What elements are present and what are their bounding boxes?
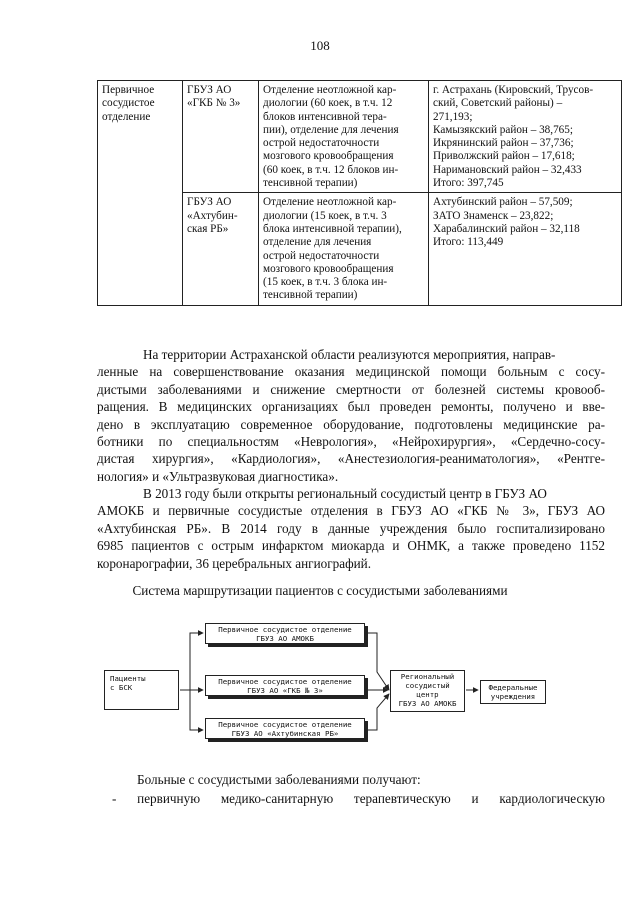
paragraph-line: На территории Астраханской области реализуются мероприятия, направ- (143, 347, 556, 362)
box-line: Региональный (400, 672, 455, 681)
box-line: центр (416, 690, 439, 699)
cell-line: Наримановский район – 32,433 (433, 163, 582, 176)
cell-line: мозгового кровообращения (263, 150, 394, 163)
box-line: Первичное сосудистое отделение (218, 625, 352, 634)
hospitals-table (97, 80, 622, 306)
cell-line: ГБУЗ АО (187, 196, 232, 209)
diagram-title: Система маршрутизации пациентов с сосудистыми заболеваниями (132, 583, 508, 598)
box-line: ГБУЗ АО АМОКБ (256, 634, 314, 643)
cell-line: острой недостаточности (263, 249, 380, 262)
cell-line: острой недостаточности (263, 137, 380, 150)
regional-center-box (390, 670, 465, 712)
paragraph-line: коронарографии, 36 церебральных ангиографий. (97, 555, 372, 571)
cell-line: г. Астрахань (Кировский, Трусов- (433, 84, 594, 96)
box-line: с БСК (110, 683, 133, 692)
cell-line: Камызякский район – 38,765; (433, 123, 573, 136)
pso-akhtubinsk-box (205, 718, 365, 739)
page-number: 108 (310, 38, 330, 53)
arrow-pso3-rsc (366, 694, 389, 730)
paragraph-line: дено в эксплуатацию современное оборудование, подготовлены медицинские ра- (97, 416, 605, 432)
pso-amokb-box (205, 623, 365, 644)
cell-line: ская РБ» (187, 222, 229, 235)
table-cell-unit (259, 193, 429, 305)
paragraph-line: В 2013 году были открыты региональный сосудистый центр в ГБУЗ АО (143, 486, 547, 501)
cell-line: отделение для лечения (263, 236, 372, 249)
cell-line: Итого: 113,449 (433, 236, 504, 249)
cell-line: Икрянинский район – 37,736; (433, 137, 574, 150)
paragraph-line: «Ахтубинская РБ». В 2014 году в данные учреждения было госпитализировано (97, 520, 605, 536)
paragraph-line: дистая хирургия», «Кардиология», «Анестезиология-реаниматология», «Рентге- (97, 451, 605, 467)
pso-gkb3-box (205, 675, 365, 696)
paragraph-line: ращения. В медицинских организациях был проведен ремонты, получено и вве- (97, 399, 605, 415)
cell-line: «ГКБ № 3» (187, 97, 241, 110)
list-item: - первичную медико-санитарную терапевтическую и кардиологическую (112, 791, 605, 806)
paragraph-line: АМОКБ и первичные сосудистые отделения в ГБУЗ АО «ГКБ № 3», ГБУЗ АО (97, 503, 605, 519)
table-cell-area (429, 193, 622, 305)
paragraph-2013 (97, 485, 605, 572)
box-line: Федеральные (488, 683, 538, 692)
cell-line: Харабалинский район – 32,118 (433, 222, 580, 235)
paragraph-line: 6985 пациентов с острым инфарктом миокарда и ОНМК, а также проведено 1152 (97, 538, 605, 554)
federal-institutions-box (480, 680, 546, 704)
paragraph-line: ботники по специальностям «Неврология», «Нейрохирургия», «Сердечно-сосу- (97, 434, 605, 450)
cell-line: Итого: 397,745 (433, 177, 504, 190)
cell-line: блоков интенсивной тера- (263, 110, 387, 123)
cell-line: (60 коек, в т.ч. 12 блоков ин- (263, 163, 399, 176)
cell-line: пии), отделение для лечения (263, 123, 399, 136)
table-cell-unit (259, 81, 429, 193)
box-line: Первичное сосудистое отделение (218, 677, 352, 686)
table-cell-org (183, 193, 259, 305)
cell-line: 271,193; (433, 110, 473, 123)
cell-line: Приволжский район – 17,618; (433, 150, 575, 163)
cell-line: ский, Советский районы) – (433, 97, 563, 110)
cell-line: ГБУЗ АО (187, 84, 232, 96)
box-line: ГБУЗ АО АМОКБ (398, 699, 457, 708)
cell-line: ЗАТО Знаменск – 23,822; (433, 209, 554, 222)
box-line: ГБУЗ АО «Ахтубинская РБ» (231, 729, 339, 738)
table-cell-org (183, 81, 259, 193)
patients-box (104, 670, 179, 710)
table-cell-type (98, 81, 183, 306)
cell-line: Первичное (102, 84, 155, 96)
arrow-pso1-rsc (366, 633, 389, 690)
paragraph-measures (97, 346, 605, 485)
cell-line: Отделение неотложной кар- (263, 196, 397, 209)
table-row (98, 81, 622, 193)
box-line: ГБУЗ АО «ГКБ № 3» (247, 686, 323, 695)
table-cell-area (429, 81, 622, 193)
cell-line: диологии (15 коек, в т.ч. 3 (263, 209, 387, 222)
cell-line: блока интенсивной терапии), (263, 222, 402, 235)
cell-line: мозгового кровообращения (263, 262, 394, 275)
list-intro: Больные с сосудистыми заболеваниями получают: (137, 772, 421, 787)
arrow-to-pso1 (190, 633, 203, 690)
box-line: учреждения (490, 692, 536, 701)
cell-line: «Ахтубин- (187, 209, 238, 222)
arrow-to-pso3 (190, 690, 203, 730)
box-line: Первичное сосудистое отделение (218, 720, 352, 729)
cell-line: диологии (60 коек, в т.ч. 12 (263, 97, 393, 110)
cell-line: (15 коек, в т.ч. 3 блока ин- (263, 276, 388, 289)
box-line: Пациенты (110, 674, 146, 683)
cell-line: сосудистое (102, 97, 155, 110)
box-line: сосудистый (405, 681, 450, 690)
paragraph-line: ленные на совершенствование оказания медицинской помощи больным с сосу- (97, 364, 605, 380)
cell-line: тенсивной терапии) (263, 289, 358, 302)
paragraph-line: дистыми заболеваниями и снижение смертности от болезней системы кровооб- (97, 381, 605, 397)
cell-line: отделение (102, 110, 151, 123)
cell-line: Ахтубинский район – 57,509; (433, 196, 573, 209)
cell-line: тенсивной терапии) (263, 177, 358, 190)
cell-line: Отделение неотложной кар- (263, 84, 397, 96)
paragraph-line: нология» и «Ультразвуковая диагностика». (97, 468, 339, 484)
